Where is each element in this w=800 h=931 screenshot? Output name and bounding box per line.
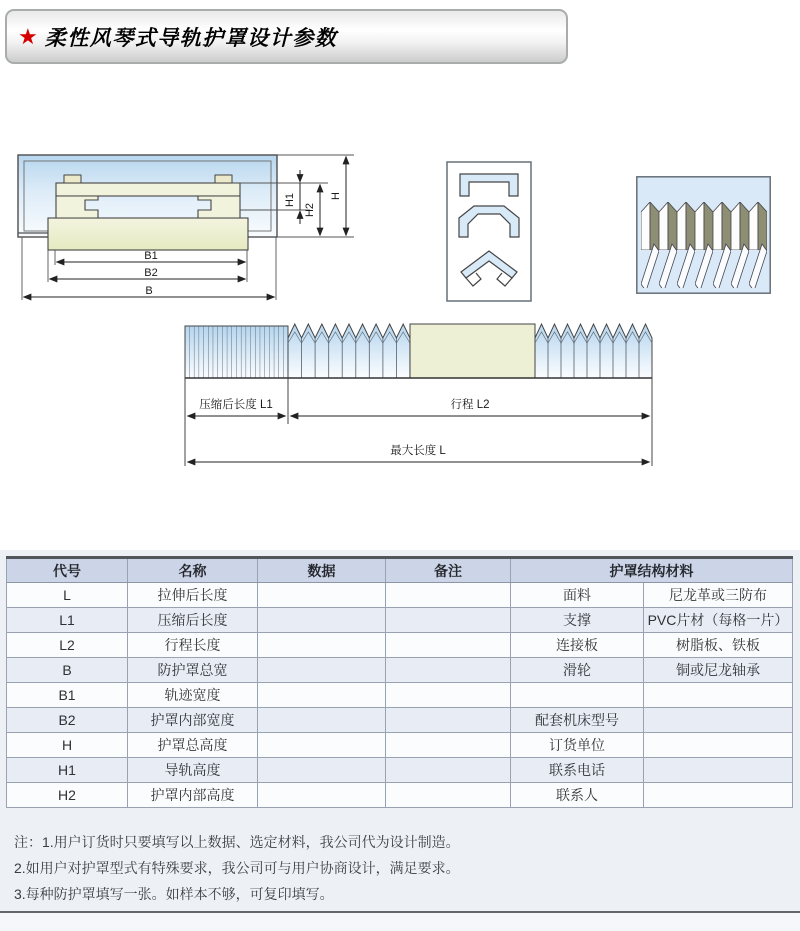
cell-material-label: 联系人 xyxy=(511,783,644,808)
cell-remark xyxy=(386,658,511,683)
cell-material-label: 支撑 xyxy=(511,608,644,633)
cell-code: H1 xyxy=(7,758,128,783)
parameters-table xyxy=(6,556,793,808)
cell-remark xyxy=(386,733,511,758)
cell-material-value: 树脂板、铁板 xyxy=(644,633,793,658)
cell-material-value xyxy=(644,758,793,783)
table-row xyxy=(7,658,793,683)
cell-data xyxy=(258,758,386,783)
column-header-name: 名称 xyxy=(128,558,258,583)
cell-code: H xyxy=(7,733,128,758)
bottom-strip xyxy=(0,913,800,931)
star-icon: ★ xyxy=(18,23,38,49)
cell-material-label: 订货单位 xyxy=(511,733,644,758)
diagram-length-dimensions xyxy=(180,316,660,474)
dim-label-max-length: 最大长度 L xyxy=(390,445,446,457)
column-header-material: 护罩结构材料 xyxy=(511,558,793,583)
cell-material-value xyxy=(644,683,793,708)
dim-label-b: B xyxy=(145,285,153,297)
cell-material-value: PVC片材（每格一片） xyxy=(644,608,793,633)
cell-material-label: 连接板 xyxy=(511,633,644,658)
cell-data xyxy=(258,658,386,683)
table-row xyxy=(7,633,793,658)
cell-name: 护罩内部宽度 xyxy=(128,708,258,733)
cell-data xyxy=(258,633,386,658)
diagram-bellows-texture xyxy=(636,176,771,294)
cell-material-value: 铜或尼龙轴承 xyxy=(644,658,793,683)
dim-label-b2: B2 xyxy=(144,267,158,279)
cell-remark xyxy=(386,633,511,658)
cell-code: B1 xyxy=(7,683,128,708)
cell-material-label: 面料 xyxy=(511,583,644,608)
cell-material-label: 滑轮 xyxy=(511,658,644,683)
carriage-plate xyxy=(410,324,535,378)
dim-label-stroke-length: 行程 L2 xyxy=(450,399,490,411)
title-banner xyxy=(5,9,568,64)
bellows-extended-right xyxy=(535,324,652,378)
cell-remark xyxy=(386,708,511,733)
cell-code: L2 xyxy=(7,633,128,658)
dim-label-compressed-length: 压缩后长度 L1 xyxy=(199,399,273,411)
cell-remark xyxy=(386,683,511,708)
diagram-profile-variants xyxy=(446,161,532,302)
table-row xyxy=(7,758,793,783)
cell-data xyxy=(258,583,386,608)
cell-material-value: 尼龙革或三防布 xyxy=(644,583,793,608)
cell-name: 拉伸后长度 xyxy=(128,583,258,608)
table-row xyxy=(7,583,793,608)
compressed-section xyxy=(185,326,288,378)
cell-data xyxy=(258,783,386,808)
cell-name: 护罩总高度 xyxy=(128,733,258,758)
table-row xyxy=(7,608,793,633)
notes-line-1: 注：1.用户订货时只要填写以上数据、选定材料，我公司代为设计制造。 xyxy=(14,834,460,850)
cell-code: B2 xyxy=(7,708,128,733)
bellows-extended-left xyxy=(288,324,410,378)
cell-remark xyxy=(386,783,511,808)
dim-label-h: H xyxy=(330,192,342,200)
diamond-folds-row xyxy=(641,242,767,288)
column-header-remark: 备注 xyxy=(386,558,511,583)
cell-remark xyxy=(386,758,511,783)
cell-name: 护罩内部高度 xyxy=(128,783,258,808)
table-row xyxy=(7,733,793,758)
cell-name: 导轨高度 xyxy=(128,758,258,783)
cell-remark xyxy=(386,608,511,633)
cell-material-label: 联系电话 xyxy=(511,758,644,783)
cell-code: L xyxy=(7,583,128,608)
cell-material-label xyxy=(511,683,644,708)
notes-line-3: 3.每种防护罩填写一张。如样本不够，可复印填写。 xyxy=(14,886,334,902)
dim-label-h2: H2 xyxy=(304,202,316,218)
cell-material-value xyxy=(644,708,793,733)
column-header-data: 数据 xyxy=(258,558,386,583)
cell-name: 行程长度 xyxy=(128,633,258,658)
table-row xyxy=(7,783,793,808)
cell-code: H2 xyxy=(7,783,128,808)
cell-name: 压缩后长度 xyxy=(128,608,258,633)
table-row xyxy=(7,708,793,733)
table-header-row xyxy=(7,558,793,583)
cell-remark xyxy=(386,583,511,608)
page-title: 柔性风琴式导轨护罩设计参数 xyxy=(44,26,338,50)
cell-data xyxy=(258,708,386,733)
cell-material-label: 配套机床型号 xyxy=(511,708,644,733)
cell-material-value xyxy=(644,783,793,808)
cell-data xyxy=(258,733,386,758)
cell-code: L1 xyxy=(7,608,128,633)
cell-code: B xyxy=(7,658,128,683)
footnotes xyxy=(14,835,460,913)
dim-label-h1: H1 xyxy=(284,192,296,208)
diagram-cross-section xyxy=(8,148,358,308)
cell-material-value xyxy=(644,733,793,758)
dim-label-b1: B1 xyxy=(144,250,158,262)
cell-name: 轨迹宽度 xyxy=(128,683,258,708)
cell-data xyxy=(258,683,386,708)
table-row xyxy=(7,683,793,708)
notes-line-2: 2.如用户对护罩型式有特殊要求，我公司可与用户协商设计，满足要求。 xyxy=(14,860,460,876)
cell-data xyxy=(258,608,386,633)
cell-name: 防护罩总宽 xyxy=(128,658,258,683)
column-header-code: 代号 xyxy=(7,558,128,583)
